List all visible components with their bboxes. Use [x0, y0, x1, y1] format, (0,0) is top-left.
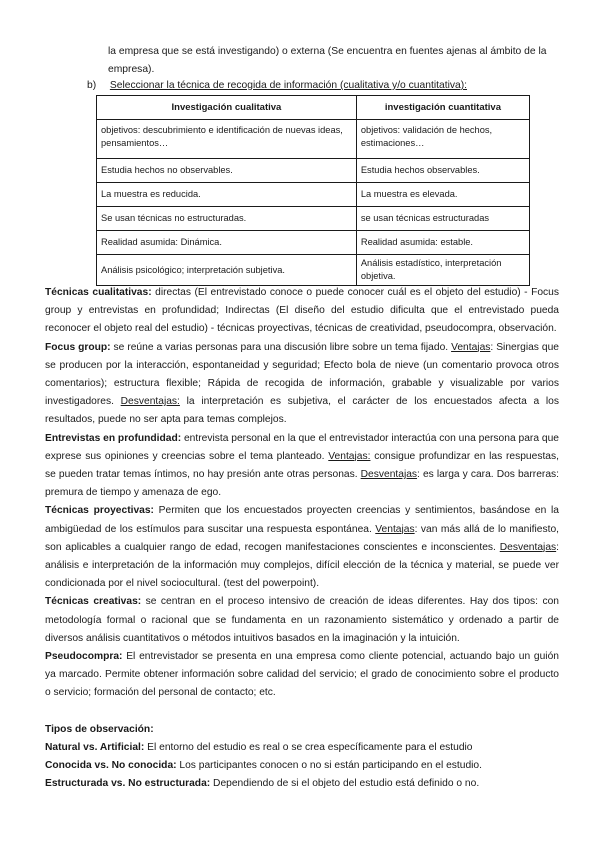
paragraph-text: Permiten que los encuestados proyecten creencias y sentimientos, basándose en la ambigüedad de los estímulos para suscitar una respuesta espontánea. — [45, 505, 559, 535]
table-row — [97, 183, 530, 207]
table-header-cualitativa: Investigación cualitativa — [97, 96, 357, 120]
table-cell: Estudia hechos observables. — [356, 159, 529, 183]
paragraph-creativas — [45, 593, 559, 648]
table-cell: Estudia hechos no observables. — [97, 159, 357, 183]
observacion-heading — [45, 721, 559, 739]
paragraph-focus-group — [45, 339, 559, 430]
paragraph-text: se reúne a varias personas para una discusión libre sobre un tema fijado. — [110, 341, 452, 353]
comparison-table — [96, 95, 530, 286]
ventajas-label: Ventajas: — [328, 450, 371, 462]
observacion-item — [45, 757, 559, 775]
paragraph-proyectivas — [45, 502, 559, 593]
term-title: Focus group: — [45, 341, 111, 353]
continuation-text: la empresa que se está investigando) o externa (Se encuentra en fuentes ajenas al ámbito de la empresa). — [108, 46, 547, 75]
table-cell: Realidad asumida: Dinámica. — [97, 231, 357, 255]
term-title: Técnicas proyectivas: — [45, 505, 154, 517]
ventajas-label: Ventajas — [451, 341, 491, 353]
desventajas-label: Desventajas: — [120, 396, 180, 408]
term-title: Conocida vs. No conocida: — [45, 760, 177, 772]
paragraph-text: consigue profundizar en las respuestas, se pueden tratar temas íntimos, no hay presión ante otras personas. — [45, 450, 559, 481]
paragraph-cualitativas — [45, 284, 559, 339]
body-text — [45, 284, 559, 793]
observacion-item — [45, 739, 559, 757]
spacer — [45, 703, 559, 721]
paragraph-text: Los participantes conocen o no si están participando en el estudio. — [176, 760, 482, 772]
desventajas-label: Desventajas — [499, 541, 557, 553]
table-cell: Análisis estadístico, interpretación objetiva. — [356, 255, 529, 286]
term-title: Natural vs. Artificial: — [45, 741, 145, 753]
paragraph-text: directas (El entrevistado conoce o puede conocer cuál es el objeto del estudio) - Focus group y entrevistas en profundidad; Indirectas (El diseño del estudio dificulta que el entrevistado pueda reconocer el objeto real del estudio) - técnicas proyectivas, técnicas de creatividad, pseudocompra, observación. — [45, 287, 560, 335]
term-title: Técnicas creativas: — [45, 596, 142, 608]
table-header-row — [97, 96, 530, 120]
table-row — [97, 120, 530, 159]
term-title: Técnicas cualitativas: — [45, 287, 152, 298]
observacion-item — [45, 775, 559, 793]
paragraph-text: : análisis e interpretación de la información muy complejos, difícil elección de la técnica y material, se puede ver condicionada por el nivel sociocultural. (test del powerpoint). — [45, 541, 559, 590]
paragraph-text: : Sinergias que se producen por la interacción, espontaneidad y seguridad; Efecto bola de nieve (un comentario provoca otros comentarios); estructura flexible; Rápida de recogida de información, grabable y visualizable por varios investigadores. — [45, 341, 559, 408]
paragraph-text: Dependiendo de si el objeto del estudio está definido o no. — [210, 778, 480, 790]
table-row — [97, 159, 530, 183]
term-title: Pseudocompra: — [45, 651, 123, 663]
subsection-label: b) — [87, 80, 97, 91]
table-cell: Se usan técnicas no estructuradas. — [97, 207, 357, 231]
term-title: Estructurada vs. No estructurada: — [45, 778, 211, 790]
table-header-cuantitativa: investigación cuantitativa — [356, 96, 529, 120]
paragraph-text: : van más allá de lo manifiesto, son aplicables a cualquier rango de edad, recogen manifestaciones conscientes e inconscientes. — [45, 523, 559, 553]
paragraph-text: El entrevistador se presenta en una empresa como cliente potencial, actuando bajo un guión ya marcado. Permite obtener información sobre calidad del servicio; el grado de conocimiento sobre el producto o servicio; formación del personal de contacto; etc. — [45, 651, 559, 699]
paragraph-entrevistas — [45, 430, 559, 503]
table-cell: objetivos: descubrimiento e identificación de nuevas ideas, pensamientos… — [97, 120, 357, 159]
desventajas-label: Desventajas — [360, 469, 418, 481]
table-cell: se usan técnicas estructuradas — [356, 207, 529, 231]
paragraph-text: entrevista personal en la que el entrevistador interactúa con una persona para que exprese sus opiniones y creencias sobre el tema planteado. — [45, 432, 559, 462]
subsection-title: Seleccionar la técnica de recogida de información (cualitativa y/o cuantitativa): — [109, 80, 468, 91]
paragraph-text: la interpretación es subjetiva, el carácter de los encuestados afecta a los resultados, puede no ser apta para temas complejos. — [45, 396, 559, 426]
table-cell: La muestra es reducida. — [97, 183, 357, 207]
paragraph-text: El entorno del estudio es real o se crea específicamente para el estudio — [144, 741, 473, 753]
section-heading: Tipos de observación: — [45, 723, 154, 735]
paragraph-pseudocompra — [45, 648, 559, 703]
subsection-heading — [87, 78, 557, 94]
table-row — [97, 207, 530, 231]
table-cell: objetivos: validación de hechos, estimaciones… — [356, 120, 529, 159]
term-title: Entrevistas en profundidad: — [45, 432, 182, 444]
table-cell: Análisis psicológico; interpretación subjetiva. — [97, 255, 357, 286]
table-cell: La muestra es elevada. — [356, 183, 529, 207]
table-row — [97, 231, 530, 255]
table-cell: Realidad asumida: estable. — [356, 231, 529, 255]
paragraph-text: : es larga y cara. Dos barreras: premura de tiempo y amenaza de ego. — [45, 469, 559, 499]
table-row — [97, 255, 530, 286]
ventajas-label: Ventajas — [375, 523, 415, 535]
paragraph-text: se centran en el proceso intensivo de creación de ideas diferentes. Hay dos tipos: con metodología formal o racional que se fundamenta en un razonamiento sistemático y ordenado a partir de diversos análisis cuantitativos o métodos intuitivos basados en la imaginación y la intuición. — [45, 596, 559, 644]
